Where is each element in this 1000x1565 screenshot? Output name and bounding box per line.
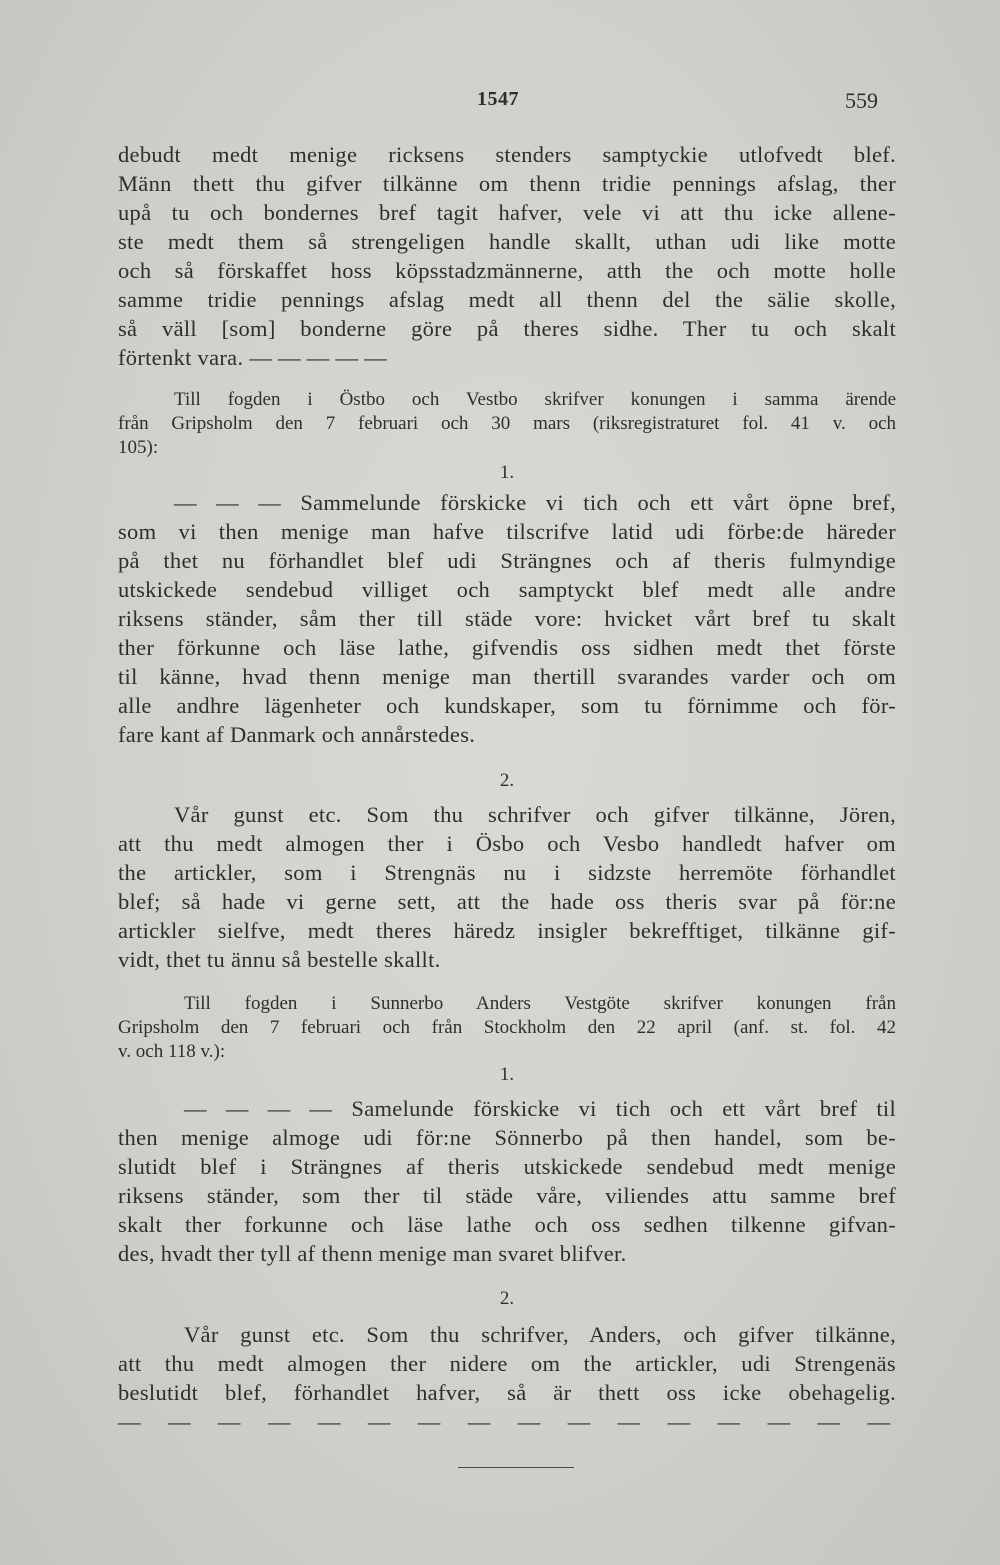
text-line: samme tridie pennings afslag medt all thenn del the sälie skolle, bbox=[118, 287, 896, 312]
text-line: utskickede sendebud villiget och samptyckt blef medt alle andre bbox=[118, 577, 896, 602]
text-line: riksens ständer, såm ther till städe vore: hvicket vårt bref tu skalt bbox=[118, 606, 896, 631]
page-header bbox=[118, 88, 878, 118]
text-line: ther förkunne och läse lathe, gifvendis oss sidhen medt thet förste bbox=[118, 635, 896, 660]
text-line: Vår gunst etc. Som thu schrifver och gifver tilkänne, Jören, bbox=[174, 802, 896, 827]
editorial-note-2 bbox=[118, 992, 896, 1064]
editorial-note-1 bbox=[118, 388, 896, 460]
paragraph-1 bbox=[118, 140, 896, 372]
text-line: riksens ständer, som ther til städe våre, viliendes attu samme bref bbox=[118, 1183, 896, 1208]
text-line: debudt medt menige ricksens stenders samptyckie utlofvedt blef. bbox=[118, 142, 896, 167]
page-number: 559 bbox=[845, 88, 878, 113]
section-number: 2. bbox=[499, 1288, 515, 1309]
paragraph-2 bbox=[118, 488, 896, 749]
text-line: att thu medt almogen ther i Ösbo och Vesbo handledt hafver om bbox=[118, 831, 896, 856]
text-line: förtenkt vara. — — — — — bbox=[118, 345, 388, 370]
text-line: — — — Sammelunde förskicke vi tich och ett vårt öpne bref, bbox=[174, 490, 896, 515]
text-line: til känne, hvad thenn menige man thertill svarandes varder och om bbox=[118, 664, 896, 689]
text-line: så väll [som] bonderne göre på theres sidhe. Ther tu och skalt bbox=[118, 316, 896, 341]
text-line: beslutidt blef, förhandlet hafver, så är thett oss icke obehagelig. bbox=[118, 1380, 896, 1405]
paragraph-5 bbox=[118, 1320, 896, 1436]
text-line: skalt ther forkunne och läse lathe och oss sedhen tilkenne gifvan- bbox=[118, 1212, 896, 1237]
text-line: the artickler, som i Strengnäs nu i sidzste herremöte förhandlet bbox=[118, 860, 896, 885]
text-line: fare kant af Danmark och annårstedes. bbox=[118, 722, 476, 747]
text-line: then menige almoge udi för:ne Sönnerbo på then handel, som be- bbox=[118, 1125, 896, 1150]
end-rule bbox=[458, 1467, 574, 1468]
text-line: Till fogden i Sunnerbo Anders Vestgöte skrifver konungen från bbox=[184, 993, 896, 1014]
text-line: Männ thett thu gifver tilkänne om thenn tridie pennings afslag, ther bbox=[118, 171, 896, 196]
paragraph-4 bbox=[118, 1094, 896, 1268]
text-line: vidt, thet tu ännu så bestelle skallt. bbox=[118, 947, 441, 972]
text-line: artickler sielfve, medt theres häredz insigler bekrefftiget, tilkänne gif- bbox=[118, 918, 896, 943]
text-line: att thu medt almogen ther nidere om the artickler, udi Strengenäs bbox=[118, 1351, 896, 1376]
section-number: 1. bbox=[499, 1064, 515, 1085]
section-number: 1. bbox=[499, 462, 515, 483]
text-line: alle andhre lägenheter och kundskaper, som tu förnimme och för- bbox=[118, 693, 896, 718]
year-heading: 1547 bbox=[477, 88, 519, 110]
text-line: Vår gunst etc. Som thu schrifver, Anders, och gifver tilkänne, bbox=[184, 1322, 896, 1347]
text-line: och så förskaffet hoss köpsstadzmännerne, atth the och motte holle bbox=[118, 258, 896, 283]
paragraph-3 bbox=[118, 800, 896, 974]
text-line: des, hvadt ther tyll af thenn menige man svaret blifver. bbox=[118, 1241, 627, 1266]
section-number: 2. bbox=[499, 770, 515, 791]
text-line: slutidt blef i Strängnes af theris utskickede sendebud medt menige bbox=[118, 1154, 896, 1179]
text-line: ste medt them så strengeligen handle skallt, uthan udi like motte bbox=[118, 229, 896, 254]
text-line: — — — — Samelunde förskicke vi tich och ett vårt bref til bbox=[184, 1096, 896, 1121]
text-line: blef; så hade vi gerne sett, att the hade oss theris svar på för:ne bbox=[118, 889, 896, 914]
text-line: från Gripsholm den 7 februari och 30 mars (riksregistraturet fol. 41 v. och bbox=[118, 413, 896, 434]
text-line: på thet nu förhandlet blef udi Strängnes och af theris fulmyndige bbox=[118, 548, 896, 573]
text-line: som vi then menige man hafve tilscrifve latid udi förbe:de häreder bbox=[118, 519, 896, 544]
text-line: v. och 118 v.): bbox=[118, 1041, 226, 1062]
text-line: Till fogden i Östbo och Vestbo skrifver konungen i samma ärende bbox=[174, 389, 896, 410]
text-line: Gripsholm den 7 februari och från Stockholm den 22 april (anf. st. fol. 42 bbox=[118, 1017, 896, 1038]
text-line: upå tu och bondernes bref tagit hafver, vele vi att thu icke allene- bbox=[118, 200, 896, 225]
text-line: 105): bbox=[118, 437, 159, 458]
dash-line: — — — — — — — — — — — — — — — — bbox=[118, 1409, 896, 1434]
